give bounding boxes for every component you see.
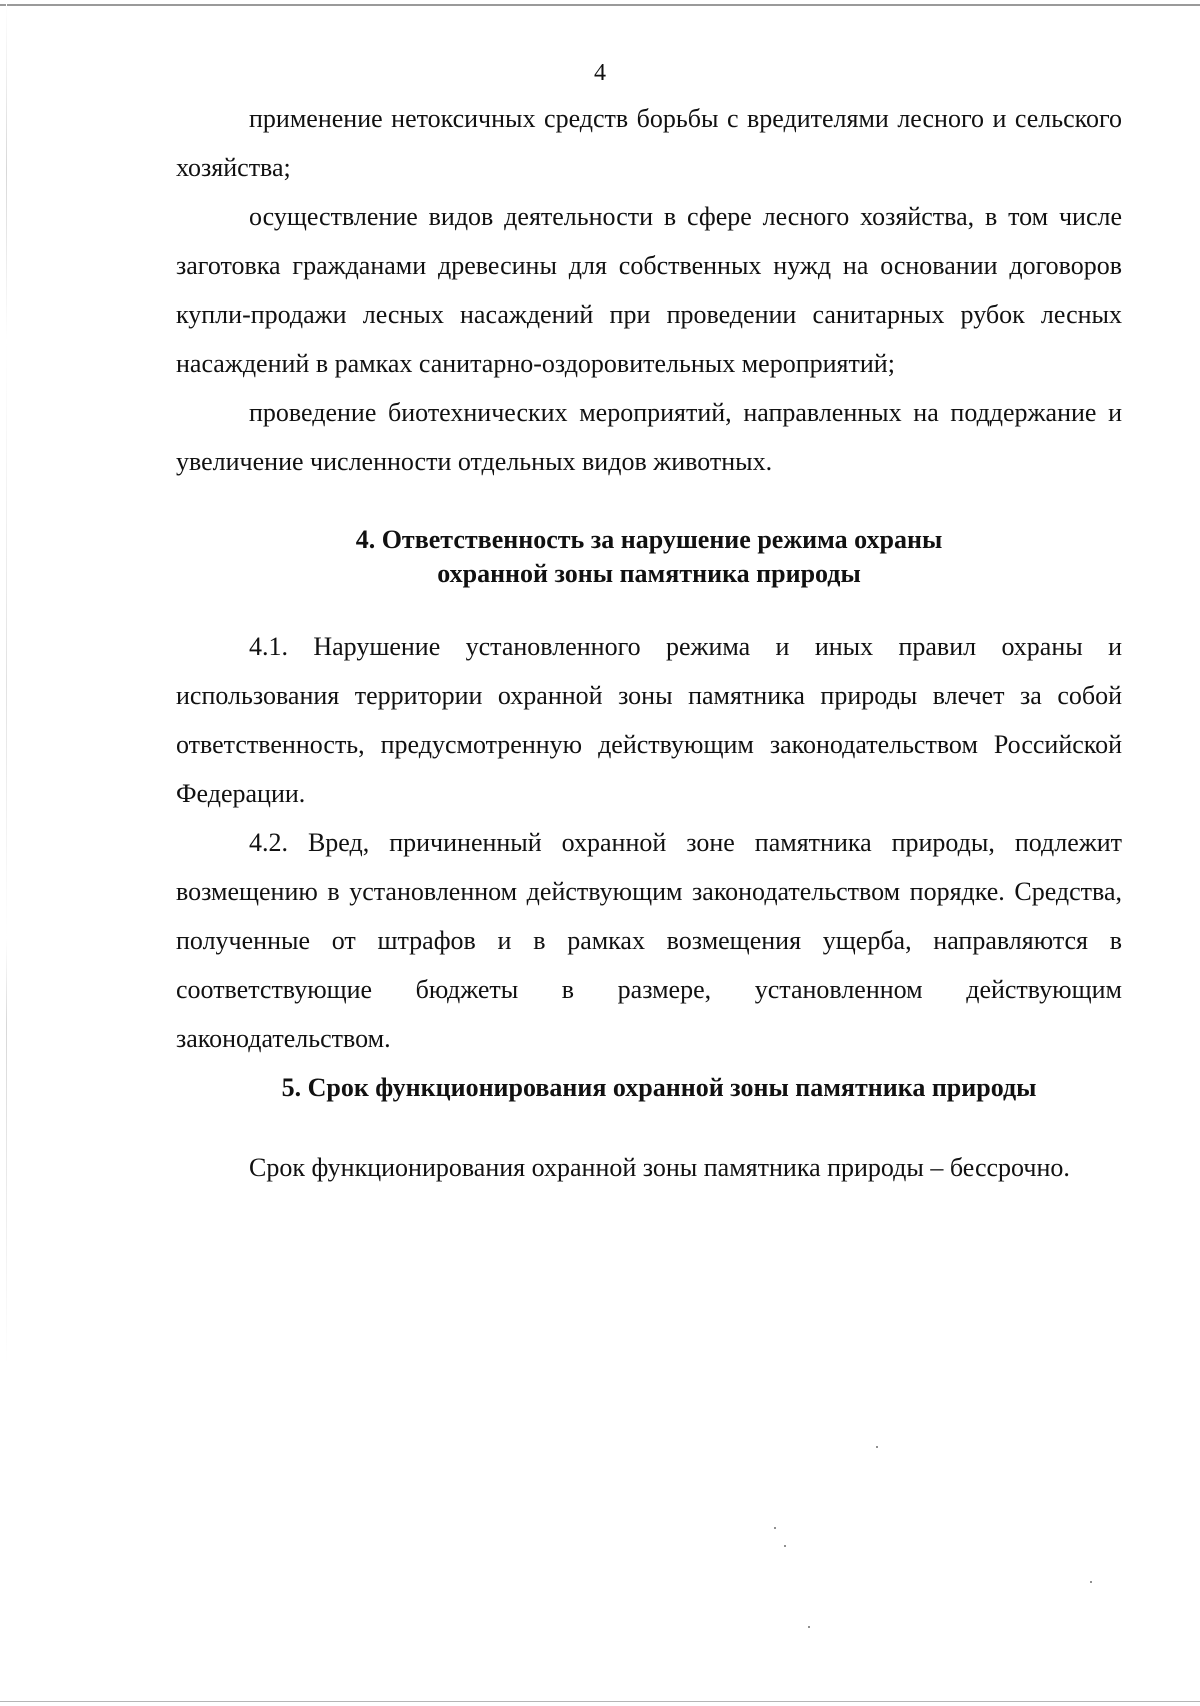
scan-edge-bottom xyxy=(0,1701,1200,1702)
section-4-heading xyxy=(176,523,1122,591)
section-4-heading-line-1: 4. Ответственность за нарушение режима охраны xyxy=(355,525,943,554)
section-4-heading-line-2: охранной зоны памятника природы xyxy=(437,559,861,588)
page-number: 4 xyxy=(594,60,606,86)
scan-edge-top xyxy=(0,4,1200,6)
paragraph-5-term: Срок функционирования охранной зоны памятника природы – бессрочно. xyxy=(249,1153,1070,1182)
scan-speck xyxy=(784,1545,786,1547)
scan-speck xyxy=(808,1626,810,1628)
section-5-heading: 5. Срок функционирования охранной зоны памятника природы xyxy=(281,1073,1037,1102)
paragraph-biotechnical-measures: проведение биотехнических мероприятий, направленных на поддержание и увеличение численности отдельных видов животных. xyxy=(176,398,1122,476)
paragraph-pest-control: применение нетоксичных средств борьбы с вредителями лесного и сельского хозяйства; xyxy=(176,104,1122,182)
scan-edge-left xyxy=(6,0,7,1706)
paragraph-4-1: 4.1. Нарушение установленного режима и иных правил охраны и использования территории охранной зоны памятника природы влечет за собой ответственность, предусмотренную действующим законодательством Российской Федерации. xyxy=(176,632,1122,808)
scan-speck xyxy=(876,1446,878,1448)
scan-speck xyxy=(1090,1581,1092,1583)
paragraph-forestry-activities: осуществление видов деятельности в сфере лесного хозяйства, в том числе заготовка гражданами древесины для собственных нужд на основании договоров купли-продажи лесных насаждений при проведении санитарных рубок лесных насаждений в рамках санитарно-оздоровительных мероприятий; xyxy=(176,202,1122,378)
scan-speck xyxy=(774,1527,776,1529)
document-body xyxy=(176,94,1122,1192)
paragraph-4-2: 4.2. Вред, причиненный охранной зоне памятника природы, подлежит возмещению в установленном действующим законодательством порядке. Средства, полученные от штрафов и в рамках возмещения ущерба, направляются в соответствующие бюджеты в размере, установленном действующим законодательством. xyxy=(176,828,1122,1053)
